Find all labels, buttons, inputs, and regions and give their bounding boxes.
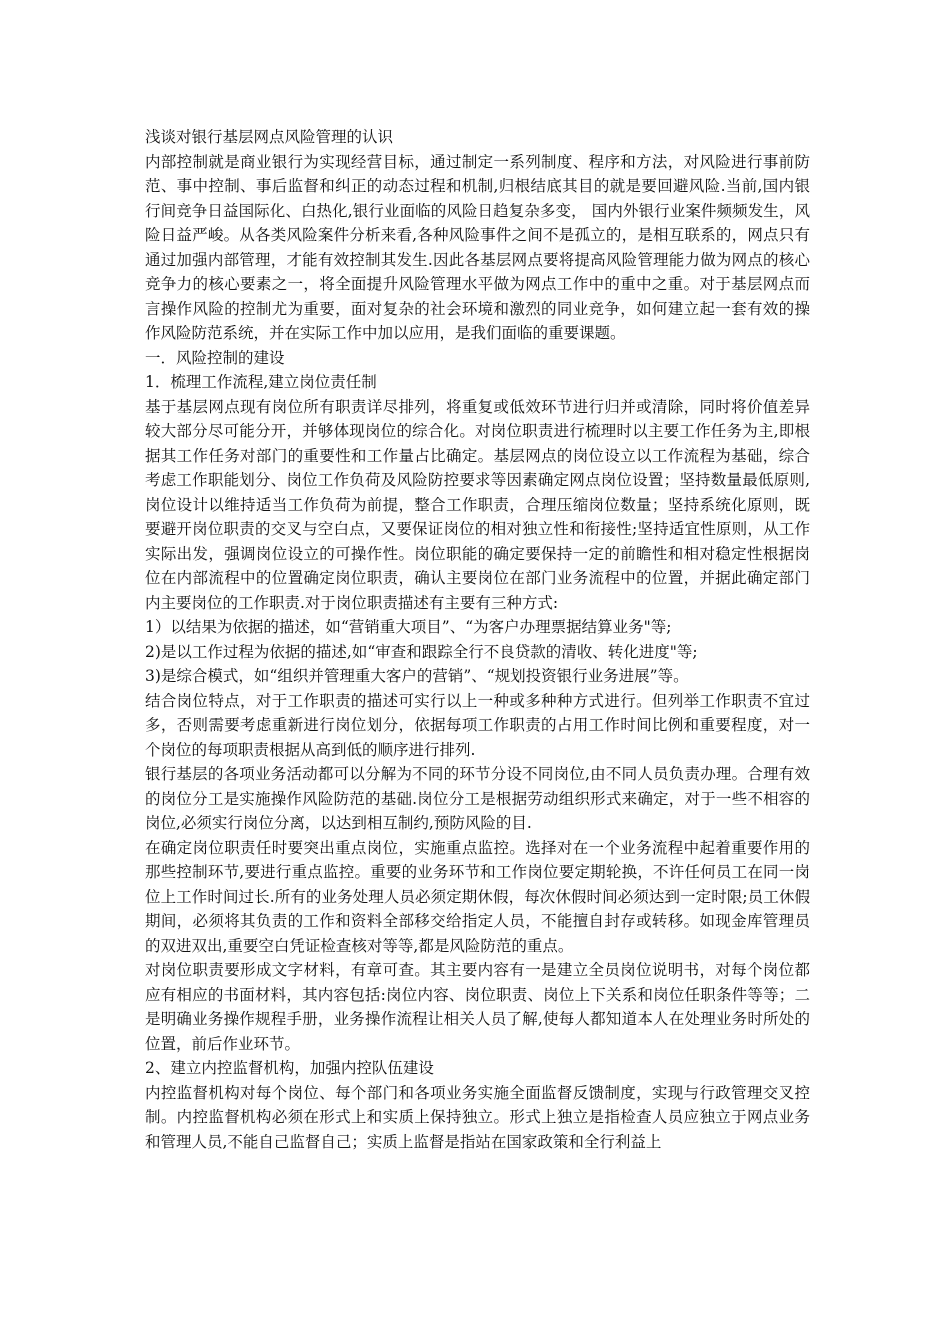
document-page bbox=[145, 125, 810, 1154]
list-item: 1）以结果为依据的描述，如“营销重大项目”、“为客户办理票据结算业务"等; bbox=[145, 618, 672, 636]
list-item: 2)是以工作过程为依据的描述,如“审查和跟踪全行不良贷款的清收、转化进度"等; bbox=[145, 642, 698, 661]
subsection-heading: 2、建立内控监督机构，加强内控队伍建设 bbox=[145, 1059, 434, 1077]
subsection-heading: 1．梳理工作流程,建立岗位责任制 bbox=[145, 373, 377, 391]
paragraph: 对岗位职责要形成文字材料，有章可查。其主要内容有一是建立全员岗位说明书，对每个岗位都应有相应的书面材料，其内容包括:岗位内容、岗位职责、岗位上下关系和岗位任职条件等等；二是明确业务操作规程手册，业务操作流程让相关人员了解,使每人都知道本人在处理业务时所处的位置，前后作业环节。 bbox=[145, 961, 810, 1053]
paragraph: 银行基层的各项业务活动都可以分解为不同的环节分设不同岗位,由不同人员负责办理。合理有效的岗位分工是实施操作风险防范的基础.岗位分工是根据劳动组织形式来确定，对于一些不相容的岗位,必须实行岗位分离，以达到相互制约,预防风险的目. bbox=[145, 765, 810, 832]
paragraph: 结合岗位特点，对于工作职责的描述可实行以上一种或多种种方式进行。但列举工作职责不宜过多，否则需要考虑重新进行岗位划分，依据每项工作职责的占用工作时间比例和重要程度，对一个岗位的每项职责根据从高到低的顺序进行排列. bbox=[145, 691, 810, 759]
paragraph: 在确定岗位职责任时要突出重点岗位，实施重点监控。选择对在一个业务流程中起着重要作用的那些控制环节,要进行重点监控。重要的业务环节和工作岗位要定期轮换，不许任何员工在同一岗位上工作时间过长.所有的业务处理人员必须定期休假，每次休假时间必须达到一定时限;员工休假期间，必须将其负责的工作和资料全部移交给指定人员，不能擅自封存或转移。如现金库管理员的双进双出,重要空白凭证检查核对等等,都是风险防范的重点。 bbox=[145, 838, 810, 955]
section-heading: 一．风险控制的建设 bbox=[145, 348, 285, 367]
paragraph: 基于基层网点现有岗位所有职责详尽排列，将重复或低效环节进行归并或清除，同时将价值差异较大部分尽可能分开，并够体现岗位的综合化。对岗位职责进行梳理时以主要工作任务为主,即根据其工作任务对部门的重要性和工作量占比确定。基层网点的岗位设立以工作流程为基础，综合考虑工作职能划分、岗位工作负荷及风险防控要求等因素确定网点岗位设置；坚持数量最低原则,岗位设计以维持适当工作负荷为前提，整合工作职责，合理压缩岗位数量；坚持系统化原则，既要避开岗位职责的交叉与空白点，又要保证岗位的相对独立性和衔接性;坚持适宜性原则，从工作实际出发，强调岗位设立的可操作性。岗位职能的确定要保持一定的前瞻性和相对稳定性根据岗位在内部流程中的位置确定岗位职责，确认主要岗位在部门业务流程中的位置，并据此确定部门内主要岗位的工作职责.对于岗位职责描述有主要有三种方式: bbox=[145, 397, 810, 612]
paragraph: 内部控制就是商业银行为实现经营目标，通过制定一系列制度、程序和方法，对风险进行事前防范、事中控制、事后监督和纠正的动态过程和机制,归根结底其目的就是要回避风险.当前,国内银行间竞争日益国际化、白热化,银行业面临的风险日趋复杂多变， 国内外银行业案件频频发生，风险日益严峻。从各类风险案件分析来看,各种风险事件之间不是孤立的，是相互联系的，网点只有通过加强内部管理，才能有效控制其发生.因此各基层网点要将提高风险管理能力做为网点的核心竞争力的核心要素之一，将全面提升风险管理水平做为网点工作中的重中之重。对于基层网点而言操作风险的控制尤为重要，面对复杂的社会环境和激烈的同业竞争，如何建立起一套有效的操作风险防范系统，并在实际工作中加以应用，是我们面临的重要课题。 bbox=[145, 152, 810, 342]
document-title: 浅谈对银行基层网点风险管理的认识 bbox=[145, 128, 394, 146]
list-item: 3)是综合模式，如“组织并管理重大客户的营销”、“规划投资银行业务进展”等。 bbox=[145, 667, 689, 685]
paragraph: 内控监督机构对每个岗位、每个部门和各项业务实施全面监督反馈制度，实现与行政管理交叉控制。内控监督机构必须在形式上和实质上保持独立。形式上独立是指检查人员应独立于网点业务和管理人员,不能自己监督自己；实质上监督是指站在国家政策和全行利益上 bbox=[145, 1083, 810, 1151]
